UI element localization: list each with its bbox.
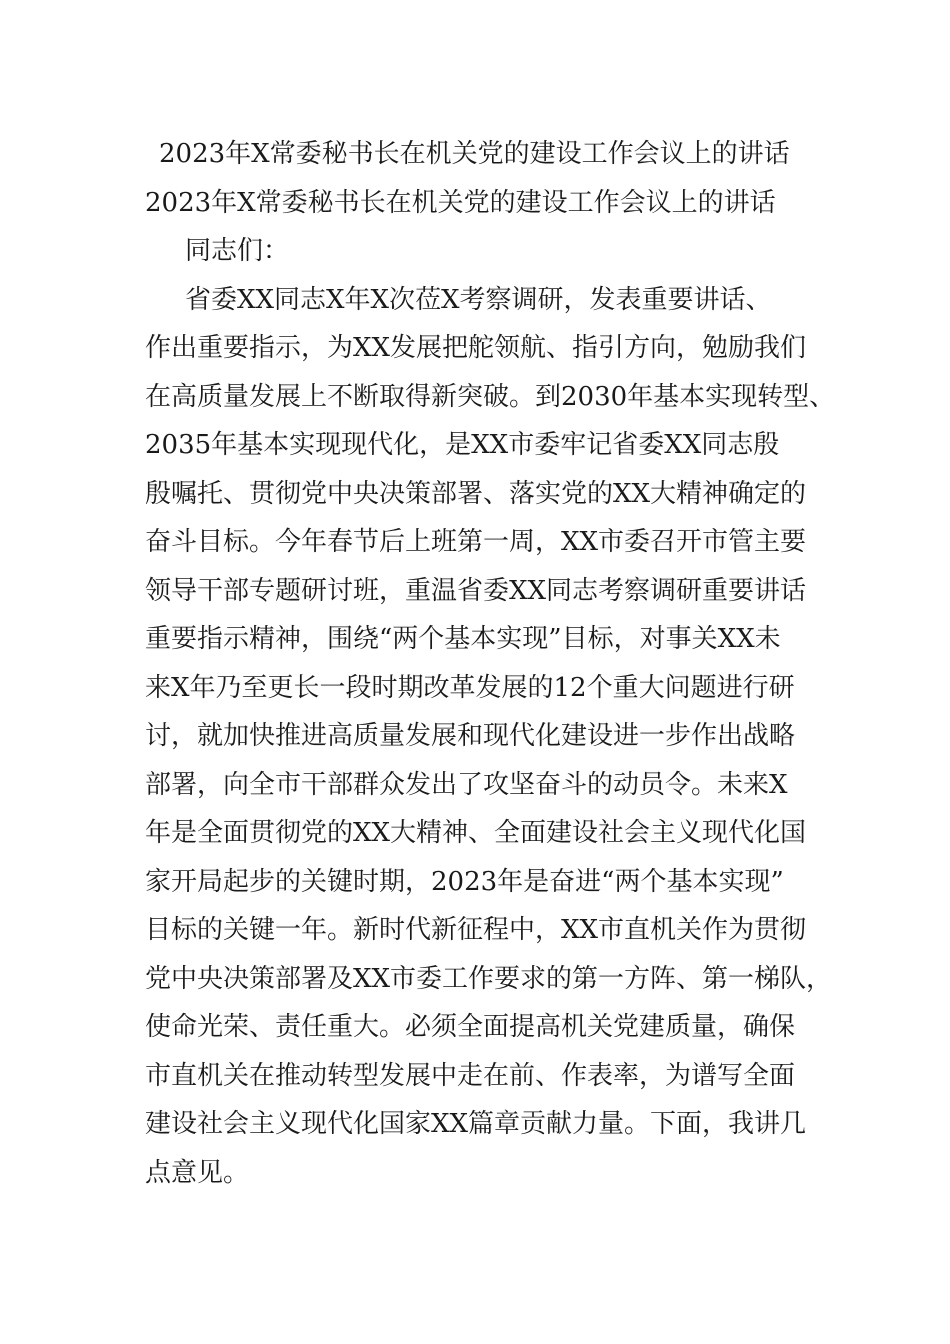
- paragraph-line: 领导干部专题研讨班，重温省委XX同志考察调研重要讲话: [145, 575, 807, 606]
- paragraph-line: 奋斗目标。今年春节后上班第一周，XX市委召开市管主要: [145, 527, 807, 557]
- paragraph-line: 使命光荣、责任重大。必须全面提高机关党建质量，确保: [145, 1012, 796, 1042]
- paragraph-line: 党中央决策部署及XX市委工作要求的第一方阵、第一梯队，: [145, 963, 833, 994]
- salutation: 同志们：: [185, 236, 290, 266]
- document-title-line-2: 2023年X常委秘书长在机关党的建设工作会议上的讲话: [145, 187, 776, 218]
- paragraph-line: 点意见。: [145, 1157, 250, 1188]
- paragraph-line: 目标的关键一年。新时代新征程中，XX市直机关作为贯彻: [145, 915, 807, 945]
- paragraph-line: 在高质量发展上不断取得新突破。到2030年基本实现转型、: [145, 381, 836, 412]
- paragraph-line: 作出重要指示，为XX发展把舵领航、指引方向，勉励我们: [145, 333, 807, 363]
- paragraph-line: 讨，就加快推进高质量发展和现代化建设进一步作出战略: [145, 721, 796, 751]
- paragraph-line: 家开局起步的关键时期，2023年是奋进“两个基本实现”: [145, 866, 784, 897]
- paragraph-line: 重要指示精神，围绕“两个基本实现”目标，对事关XX未: [145, 624, 781, 654]
- paragraph-line: 年是全面贯彻党的XX大精神、全面建设社会主义现代化国: [145, 818, 807, 848]
- paragraph-line: 市直机关在推动转型发展中走在前、作表率，为谱写全面: [145, 1060, 796, 1091]
- document-title-line-1: 2023年X常委秘书长在机关党的建设工作会议上的讲话: [159, 139, 790, 169]
- paragraph-line: 建设社会主义现代化国家XX篇章贡献力量。下面，我讲几: [145, 1109, 807, 1139]
- paragraph-line: 来X年乃至更长一段时期改革发展的12个重大问题进行研: [145, 672, 795, 703]
- paragraph-line: 2035年基本实现现代化，是XX市委牢记省委XX同志殷: [145, 430, 780, 460]
- paragraph-line: 部署，向全市干部群众发出了攻坚奋斗的动员令。未来X: [145, 769, 788, 800]
- paragraph-line: 殷嘱托、贯彻党中央决策部署、落实党的XX大精神确定的: [145, 478, 807, 509]
- paragraph-line: 省委XX同志X年X次莅X考察调研，发表重要讲话、: [185, 284, 772, 315]
- document-body: [145, 130, 836, 1197]
- body-paragraph: [145, 276, 836, 1198]
